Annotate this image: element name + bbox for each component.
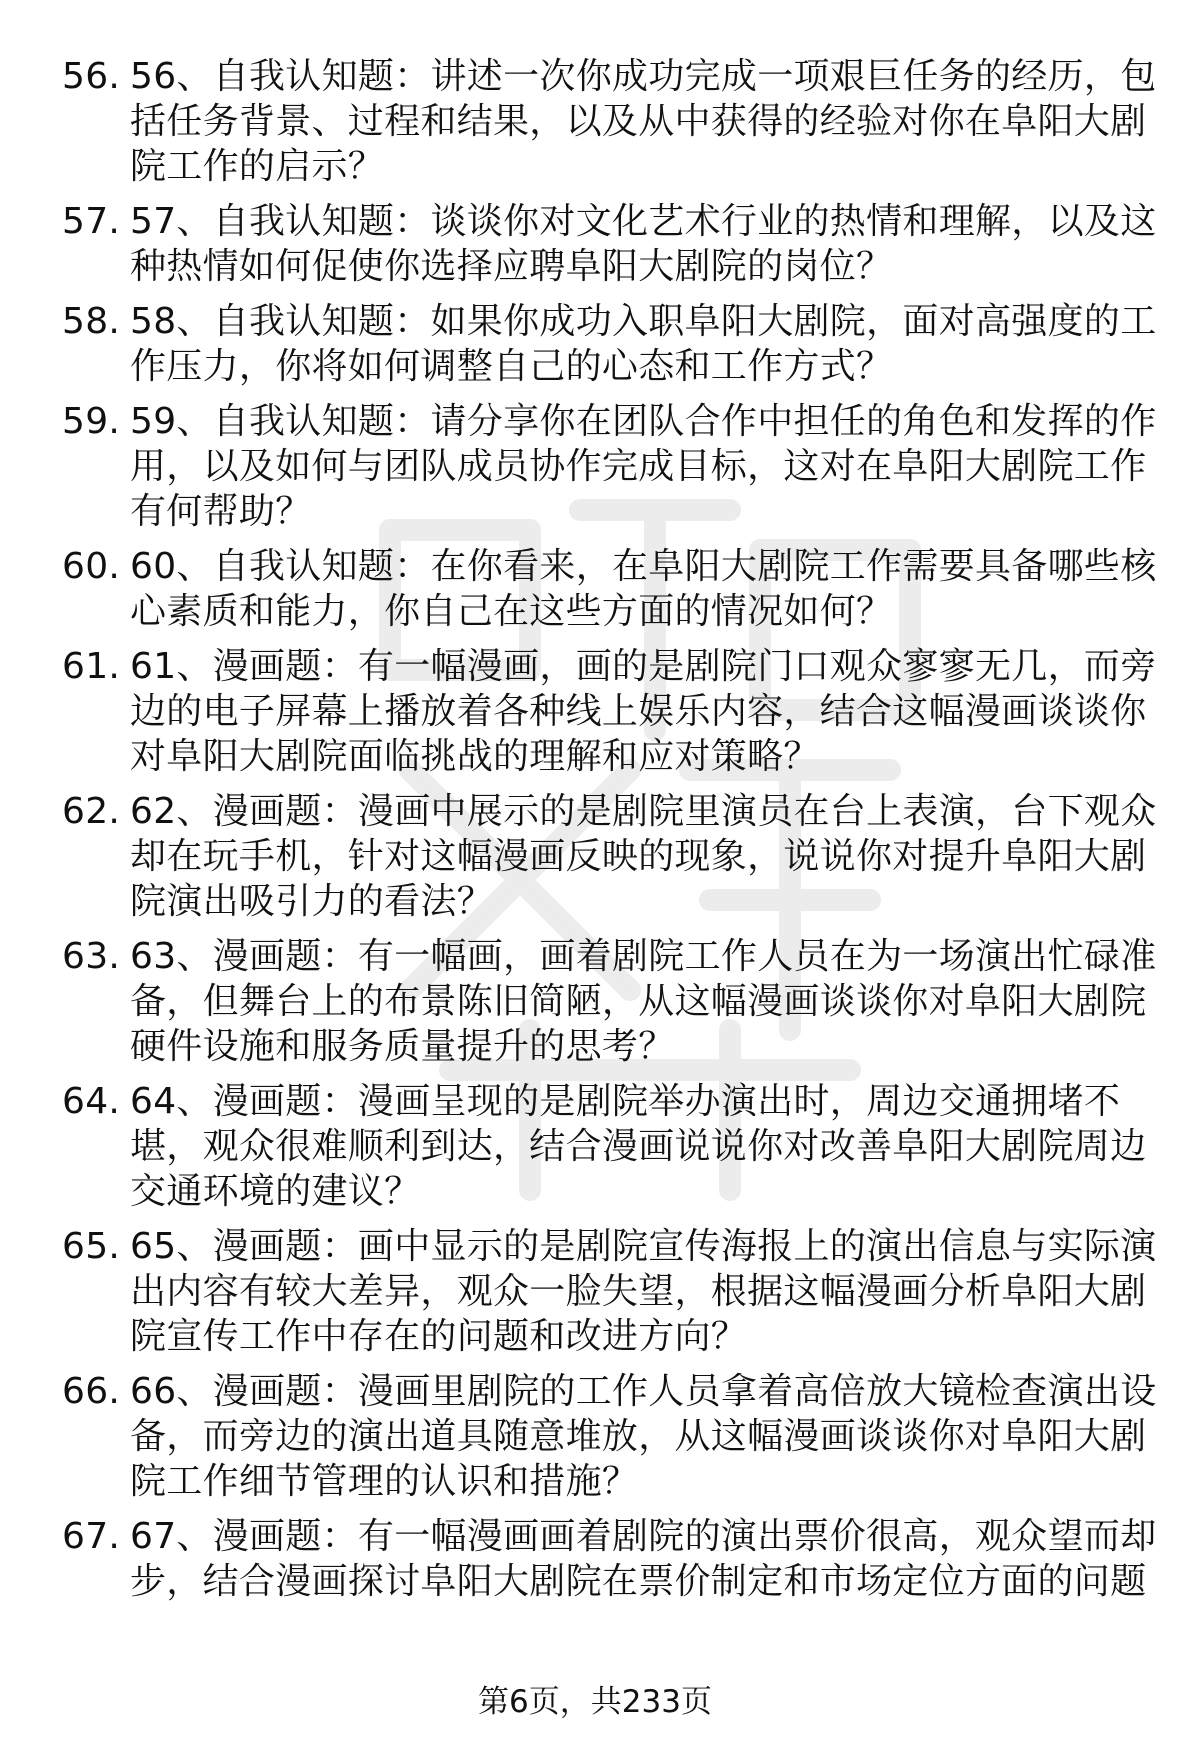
item-text: 60、自我认知题：在你看来，在阜阳大剧院工作需要具备哪些核心素质和能力，你自己在这些方面的情况如何？ <box>130 546 1157 632</box>
list-item <box>62 1224 1158 1359</box>
item-text: 58、自我认知题：如果你成功入职阜阳大剧院，面对高强度的工作压力，你将如何调整自己的心态和工作方式？ <box>130 301 1157 387</box>
list-item <box>62 544 1158 634</box>
list-item <box>62 399 1158 534</box>
list-item <box>62 199 1158 289</box>
item-text: 65、漫画题：画中显示的是剧院宣传海报上的演出信息与实际演出内容有较大差异，观众一脸失望，根据这幅漫画分析阜阳大剧院宣传工作中存在的问题和改进方向？ <box>130 1226 1157 1357</box>
item-text: 67、漫画题：有一幅漫画画着剧院的演出票价很高，观众望而却步，结合漫画探讨阜阳大剧院在票价制定和市场定位方面的问题 <box>130 1516 1157 1602</box>
item-number: 65. <box>62 1226 121 1267</box>
item-text: 62、漫画题：漫画中展示的是剧院里演员在台上表演，台下观众却在玩手机，针对这幅漫画反映的现象，说说你对提升阜阳大剧院演出吸引力的看法？ <box>130 791 1157 922</box>
item-text: 64、漫画题：漫画呈现的是剧院举办演出时，周边交通拥堵不堪，观众很难顺利到达，结合漫画说说你对改善阜阳大剧院周边交通环境的建议？ <box>130 1081 1147 1212</box>
list-item <box>62 934 1158 1069</box>
list-item <box>62 644 1158 779</box>
item-number: 64. <box>62 1081 121 1122</box>
list-item <box>62 1369 1158 1504</box>
item-number: 62. <box>62 791 121 832</box>
page-footer: 第6页，共233页 <box>478 1684 712 1720</box>
list-item <box>62 54 1158 189</box>
item-number: 59. <box>62 401 121 442</box>
item-number: 66. <box>62 1371 121 1412</box>
item-text: 61、漫画题：有一幅漫画，画的是剧院门口观众寥寥无几，而旁边的电子屏幕上播放着各种线上娱乐内容，结合这幅漫画谈谈你对阜阳大剧院面临挑战的理解和应对策略？ <box>130 646 1157 777</box>
item-text: 57、自我认知题：谈谈你对文化艺术行业的热情和理解，以及这种热情如何促使你选择应聘阜阳大剧院的岗位？ <box>130 201 1157 287</box>
item-number: 61. <box>62 646 121 687</box>
item-number: 67. <box>62 1516 121 1557</box>
list-item <box>62 1079 1158 1214</box>
item-number: 60. <box>62 546 121 587</box>
list-item <box>62 1514 1158 1604</box>
item-number: 63. <box>62 936 121 977</box>
item-number: 56. <box>62 56 121 97</box>
item-text: 66、漫画题：漫画里剧院的工作人员拿着高倍放大镜检查演出设备，而旁边的演出道具随意堆放，从这幅漫画谈谈你对阜阳大剧院工作细节管理的认识和措施？ <box>130 1371 1157 1502</box>
item-text: 56、自我认知题：讲述一次你成功完成一项艰巨任务的经历，包括任务背景、过程和结果，以及从中获得的经验对你在阜阳大剧院工作的启示？ <box>130 56 1157 187</box>
item-text: 59、自我认知题：请分享你在团队合作中担任的角色和发挥的作用，以及如何与团队成员协作完成目标，这对在阜阳大剧院工作有何帮助？ <box>130 401 1157 532</box>
item-text: 63、漫画题：有一幅画，画着剧院工作人员在为一场演出忙碌准备，但舞台上的布景陈旧简陋，从这幅漫画谈谈你对阜阳大剧院硬件设施和服务质量提升的思考？ <box>130 936 1157 1067</box>
question-list <box>62 54 1158 1614</box>
item-number: 57. <box>62 201 121 242</box>
list-item <box>62 789 1158 924</box>
item-number: 58. <box>62 301 121 342</box>
list-item <box>62 299 1158 389</box>
